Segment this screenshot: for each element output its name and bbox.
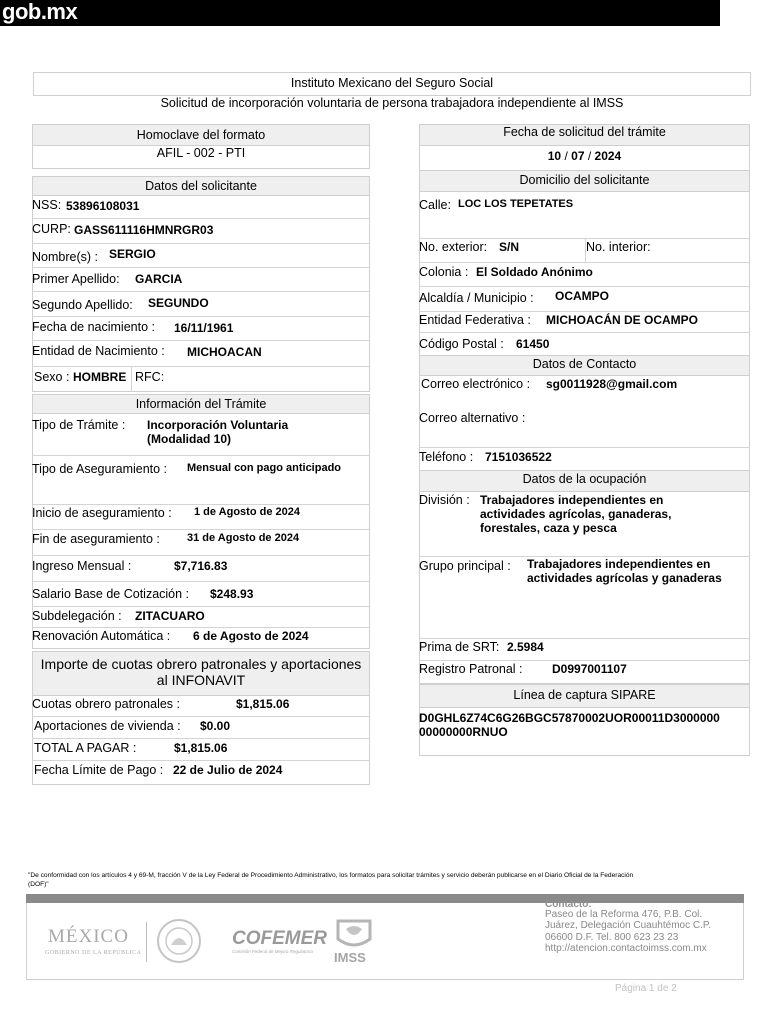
footer-gray-bar [26, 894, 744, 903]
calle-value: LOC LOS TEPETATES [458, 198, 574, 210]
interior-label: No. interior: [586, 240, 651, 254]
fecha-year: 2024 [594, 149, 622, 163]
fecha-limite-value: 22 de Julio de 2024 [173, 763, 283, 777]
srt-label: Prima de SRT: [419, 640, 500, 654]
sipare-header: Línea de captura SIPARE [419, 684, 750, 708]
imss-logo-text: IMSS [334, 950, 366, 965]
nacimiento-value: 16/11/1961 [174, 321, 234, 335]
total-label: TOTAL A PAGAR : [34, 741, 137, 755]
fecha-sep-1: / [564, 149, 568, 163]
inicio-label: Inicio de aseguramiento : [32, 506, 172, 520]
contact-url[interactable]: http://atencion.contactoimss.com.mx [545, 943, 707, 954]
alcaldia-value: OCAMPO [555, 289, 609, 303]
exterior-value: S/N [499, 240, 520, 254]
curp-label: CURP: [32, 222, 71, 236]
aseguramiento-value: Mensual con pago anticipado [187, 462, 342, 474]
gobierno-text: GOBIERNO DE LA REPÚBLICA [45, 950, 142, 956]
salario-label: Salario Base de Cotización : [32, 587, 190, 601]
grupo-value-1: Trabajadores independientes en [527, 557, 711, 571]
form-subtitle: Solicitud de incorporación voluntaria de persona trabajadora independiente al IMSS [160, 96, 624, 110]
grupo-value-2: actividades agrícolas y ganaderas [527, 571, 722, 585]
page-number: Página 1 de 2 [615, 983, 677, 994]
tramite-header: Información del Trámite [32, 394, 370, 414]
subdelegacion-value: ZITACUARO [135, 609, 205, 623]
fecha-limite-label: Fecha Límite de Pago : [34, 763, 164, 777]
cp-label: Código Postal : [419, 337, 504, 351]
ocupacion-header: Datos de la ocupación [419, 470, 750, 492]
fecha-header: Fecha de solicitud del trámite [419, 124, 750, 146]
ingreso-label: Ingreso Mensual : [32, 559, 132, 573]
cuotas-label: Cuotas obrero patronales : [32, 697, 181, 711]
division-value-2: actividades agrícolas, ganaderas, [480, 507, 672, 521]
grupo-label: Grupo principal : [419, 559, 511, 573]
nss-label: NSS: [32, 198, 62, 212]
entidad-label: Entidad Federativa : [419, 313, 531, 327]
tipo-tramite-value-2: (Modalidad 10) [147, 432, 232, 446]
cofemer-logo: COFEMER [232, 928, 327, 949]
colonia-label: Colonia : [419, 265, 469, 279]
correo-alt-label: Correo alternativo : [419, 411, 526, 425]
inicio-value: 1 de Agosto de 2024 [194, 506, 300, 518]
vivienda-value: $0.00 [200, 719, 231, 733]
nombre-value: SERGIO [109, 247, 156, 261]
colonia-value: El Soldado Anónimo [476, 265, 593, 279]
footer-divider [146, 922, 147, 962]
fecha-month: 07 [571, 149, 585, 163]
calle-label: Calle: [419, 198, 451, 212]
cofemer-subtitle: Comisión Federal de Mejora Regulatoria [232, 949, 313, 954]
footnote-line-1: "De conformidad con los artículos 4 y 69-M, fracción V de la Ley Federal de Procedimiento Administrativo, los formatos para solicitar trámites y servicio deberán publicarse en el Diario Oficial de la Federación [28, 872, 634, 879]
contact-line-3: 06600 D.F. Tel. 800 623 23 23 [545, 932, 679, 943]
contact-line-1: Paseo de la Reforma 476, P.B. Col. [545, 909, 703, 920]
registro-value: D0997001107 [552, 662, 627, 676]
total-value: $1,815.06 [174, 741, 228, 755]
cuotas-value: $1,815.06 [236, 697, 290, 711]
telefono-label: Teléfono : [419, 450, 474, 464]
tipo-tramite-value-1: Incorporación Voluntaria [147, 418, 289, 432]
nacimiento-label: Fecha de nacimiento : [32, 320, 155, 334]
sexo-value: HOMBRE [73, 370, 127, 384]
renovacion-value: 6 de Agosto de 2024 [193, 629, 309, 643]
renovacion-label: Renovación Automática : [32, 629, 171, 643]
cuotas-header [32, 651, 370, 696]
sexo-label: Sexo : [34, 370, 70, 384]
fin-label: Fin de aseguramiento : [32, 532, 160, 546]
nombre-label: Nombre(s) : [32, 250, 98, 264]
footnote-line-2: (DOF)" [28, 881, 49, 888]
correo-value: sg0011928@gmail.com [546, 377, 678, 391]
nss-value: 53896108031 [66, 199, 140, 213]
fecha-sep-2: / [587, 149, 592, 163]
cuotas-header-line-1: Importe de cuotas obrero patronales y aportaciones [40, 656, 362, 672]
exterior-label: No. exterior: [419, 240, 488, 254]
gobmx-header-bar [0, 0, 720, 26]
fin-value: 31 de Agosto de 2024 [187, 532, 300, 544]
salario-value: $248.93 [210, 587, 254, 601]
gobmx-logo: gob.mx [2, 0, 78, 24]
homoclave-value: AFIL - 002 - PTI [156, 146, 246, 160]
apellido1-label: Primer Apellido: [32, 272, 120, 286]
eagle-seal-icon [157, 919, 201, 963]
ingreso-value: $7,716.83 [174, 559, 228, 573]
alcaldia-label: Alcaldía / Municipio : [419, 291, 534, 305]
contacto-header: Datos de Contacto [419, 355, 750, 376]
vivienda-label: Aportaciones de vivienda : [34, 719, 181, 733]
apellido2-label: Segundo Apellido: [32, 298, 133, 312]
cuotas-header-line-2: al INFONAVIT [156, 672, 246, 688]
subdelegacion-label: Subdelegación : [32, 609, 122, 623]
fecha-day: 10 [547, 149, 562, 163]
fecha-value [419, 149, 750, 163]
entidad-nac-label: Entidad de Nacimiento : [32, 344, 165, 358]
srt-value: 2.5984 [507, 640, 544, 654]
mexico-logo: MÉXICO [48, 926, 129, 947]
tipo-tramite-label: Tipo de Trámite : [32, 418, 126, 432]
imss-shield-icon [336, 919, 372, 951]
solicitante-header: Datos del solicitante [32, 176, 370, 196]
apellido2-value: SEGUNDO [148, 296, 209, 310]
sipare-line-1: D0GHL6Z74C6G26BGC57870002UOR00011D3000000 [419, 711, 720, 725]
registro-label: Registro Patronal : [419, 662, 523, 676]
cp-value: 61450 [516, 337, 550, 351]
entidad-nac-value: MICHOACAN [187, 345, 262, 359]
contact-title: Contacto: [545, 899, 592, 910]
telefono-value: 7151036522 [485, 450, 552, 464]
curp-value: GASS611116HMNRGR03 [74, 223, 214, 237]
institution-title: Instituto Mexicano del Seguro Social [290, 76, 494, 90]
division-value-1: Trabajadores independientes en [480, 493, 664, 507]
correo-label: Correo electrónico : [421, 377, 531, 391]
division-label: División : [419, 493, 470, 507]
sipare-line-2: 00000000RNUO [419, 725, 508, 739]
homoclave-header: Homoclave del formato [32, 124, 370, 146]
apellido1-value: GARCIA [135, 272, 183, 286]
entidad-value: MICHOACÁN DE OCAMPO [546, 313, 698, 327]
division-value-3: forestales, caza y pesca [480, 521, 617, 535]
rfc-label: RFC: [135, 370, 165, 384]
aseguramiento-label: Tipo de Aseguramiento : [32, 462, 168, 476]
domicilio-header: Domicilio del solicitante [419, 170, 750, 192]
contact-line-2: Juárez, Delegación Cuauhtémoc C.P. [545, 920, 712, 931]
